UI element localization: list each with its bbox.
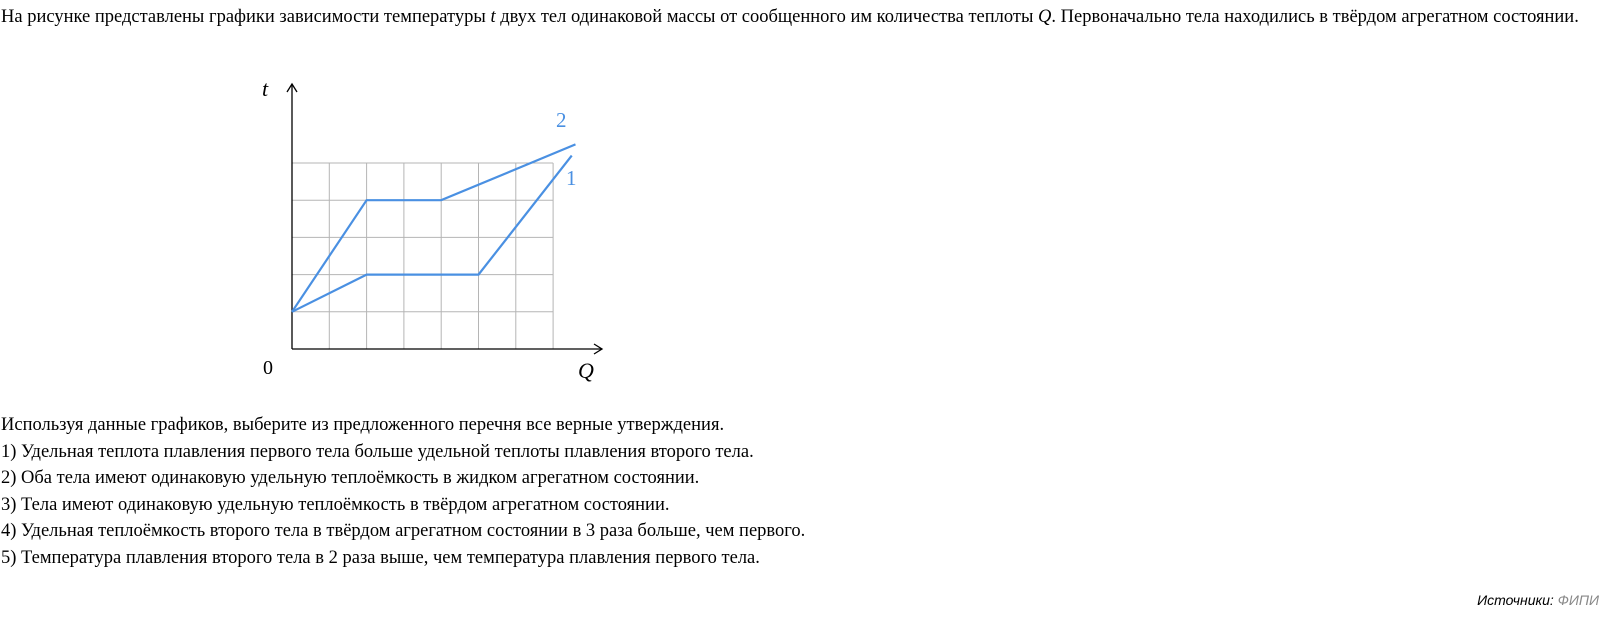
series-1-label: 1 [566,166,577,190]
intro-text: двух тел одинаковой массы от сообщенного им количества теплоты [495,7,1039,27]
math-var-t: t [490,7,496,27]
option-2: 2) Оба тела имеют одинаковую удельную теплоёмкость в жидком агрегатном состоянии. [1,468,700,488]
series-2-label: 2 [556,108,567,132]
series [292,144,575,311]
axes [262,76,602,383]
series-line-1 [292,156,572,312]
x-axis-label: Q [578,358,594,383]
y-axis-label: t [262,76,269,101]
series-line-2 [292,144,575,311]
option-1: 1) Удельная теплота плавления первого тела больше удельной теплоты плавления второго тела. [1,441,754,462]
question-block [1,412,805,571]
intro-text: . Первоначально тела находились в твёрдом агрегатном состоянии. [1051,7,1579,27]
source-label: Источники: [1477,592,1558,608]
math-var-q: Q [1038,7,1052,27]
option-3: 3) Тела имеют одинаковую удельную теплоёмкость в твёрдом агрегатном состоянии. [1,494,670,515]
origin-label: 0 [263,357,273,379]
source-link[interactable]: ФИПИ [1557,592,1599,608]
option-4: 4) Удельная теплоёмкость второго тела в твёрдом агрегатном состоянии в 3 раза больше, чем первого. [1,521,806,541]
intro-text: На рисунке представлены графики зависимости температуры [1,7,491,27]
grid [292,163,553,349]
option-5: 5) Температура плавления второго тела в 2 раза выше, чем температура плавления первого тела. [1,547,760,568]
source [1477,592,1599,608]
question-prompt: Используя данные графиков, выберите из предложенного перечня все верные утверждения. [1,415,725,435]
temperature-heat-graph [0,0,640,400]
